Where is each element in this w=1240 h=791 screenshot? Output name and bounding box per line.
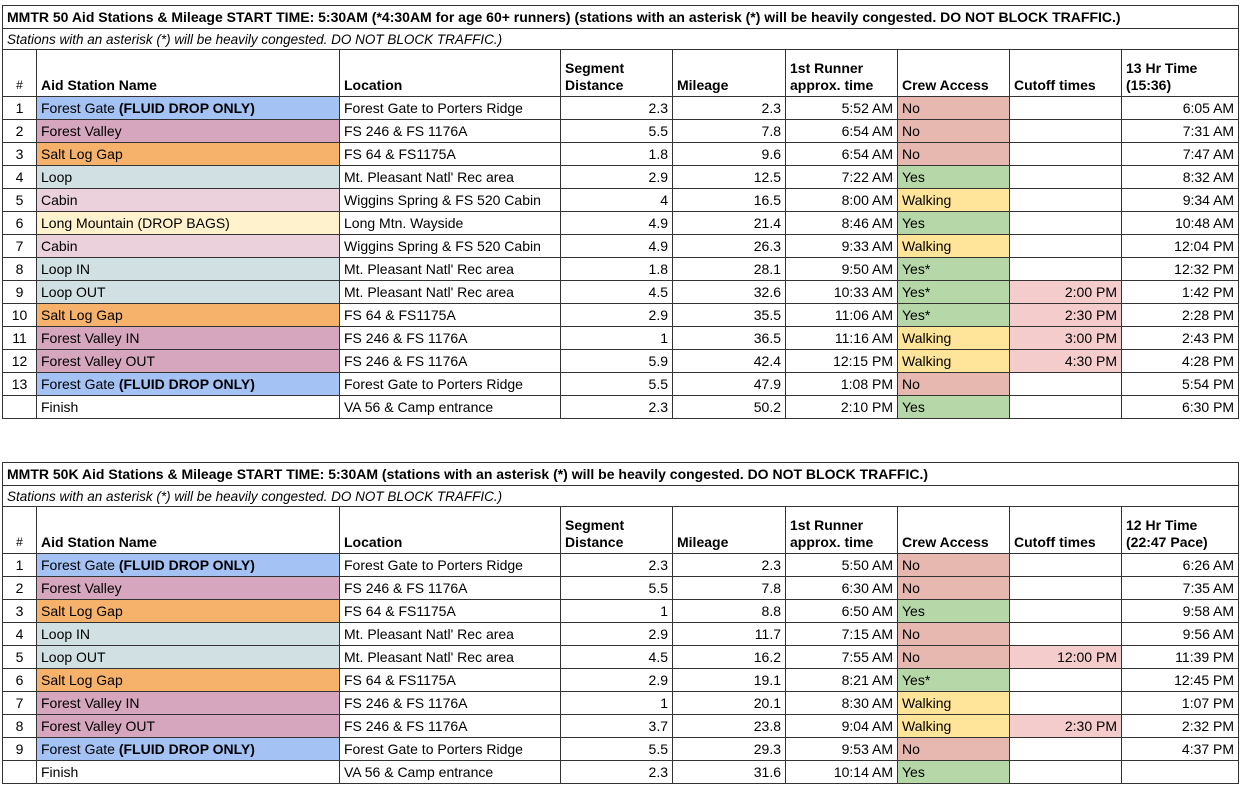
row-index: 12 bbox=[3, 350, 37, 373]
aid-station-name bbox=[37, 738, 340, 761]
aid-station-name-text: Forest Gate bbox=[41, 741, 119, 757]
crew-access: Yes* bbox=[898, 258, 1010, 281]
header-pace-time: 12 Hr Time (22:47 Pace) bbox=[1122, 507, 1239, 554]
first-runner-time: 11:16 AM bbox=[786, 327, 898, 350]
crew-access: No bbox=[898, 646, 1010, 669]
segment-distance: 4 bbox=[561, 189, 673, 212]
table-row bbox=[3, 373, 1239, 396]
aid-station-name bbox=[37, 327, 340, 350]
crew-access: Yes bbox=[898, 396, 1010, 419]
pace-time: 4:37 PM bbox=[1122, 738, 1239, 761]
cutoff-time bbox=[1010, 396, 1122, 419]
aid-station-name bbox=[37, 212, 340, 235]
segment-distance: 1 bbox=[561, 327, 673, 350]
location: FS 246 & FS 1176A bbox=[340, 577, 561, 600]
segment-distance: 2.3 bbox=[561, 554, 673, 577]
pace-time: 9:34 AM bbox=[1122, 189, 1239, 212]
table-subtitle: Stations with an asterisk (*) will be heavily congested. DO NOT BLOCK TRAFFIC.) bbox=[3, 29, 1239, 50]
header-aid-station-name: Aid Station Name bbox=[37, 507, 340, 554]
aid-station-name-note: (FLUID DROP ONLY) bbox=[118, 100, 255, 116]
row-index: 9 bbox=[3, 281, 37, 304]
first-runner-time: 9:33 AM bbox=[786, 235, 898, 258]
row-index: 3 bbox=[3, 143, 37, 166]
crew-access: Walking bbox=[898, 350, 1010, 373]
row-index: 13 bbox=[3, 373, 37, 396]
aid-station-name-text: Forest Valley bbox=[41, 123, 122, 139]
mileage: 42.4 bbox=[673, 350, 786, 373]
first-runner-time: 10:33 AM bbox=[786, 281, 898, 304]
aid-station-name bbox=[37, 761, 340, 784]
header-location: Location bbox=[340, 507, 561, 554]
aid-station-name bbox=[37, 669, 340, 692]
mileage: 32.6 bbox=[673, 281, 786, 304]
segment-distance: 4.9 bbox=[561, 212, 673, 235]
row-index: 1 bbox=[3, 554, 37, 577]
row-index: 7 bbox=[3, 692, 37, 715]
table-subtitle-row bbox=[3, 29, 1239, 50]
crew-access: No bbox=[898, 554, 1010, 577]
first-runner-time: 5:52 AM bbox=[786, 97, 898, 120]
first-runner-time: 8:30 AM bbox=[786, 692, 898, 715]
aid-station-name bbox=[37, 281, 340, 304]
row-index: 3 bbox=[3, 600, 37, 623]
pace-time: 2:28 PM bbox=[1122, 304, 1239, 327]
location: Wiggins Spring & FS 520 Cabin bbox=[340, 189, 561, 212]
first-runner-time: 6:50 AM bbox=[786, 600, 898, 623]
segment-distance: 5.5 bbox=[561, 738, 673, 761]
aid-station-name-text: Salt Log Gap bbox=[41, 146, 123, 162]
table-row bbox=[3, 97, 1239, 120]
pace-time: 12:04 PM bbox=[1122, 235, 1239, 258]
row-index bbox=[3, 396, 37, 419]
pace-time: 11:39 PM bbox=[1122, 646, 1239, 669]
aid-station-name bbox=[37, 646, 340, 669]
header-crew-access: Crew Access bbox=[898, 50, 1010, 97]
location: Forest Gate to Porters Ridge bbox=[340, 373, 561, 396]
row-index: 4 bbox=[3, 623, 37, 646]
segment-distance: 2.9 bbox=[561, 623, 673, 646]
crew-access: No bbox=[898, 143, 1010, 166]
location: Mt. Pleasant Natl' Rec area bbox=[340, 258, 561, 281]
mileage: 2.3 bbox=[673, 554, 786, 577]
location: Forest Gate to Porters Ridge bbox=[340, 554, 561, 577]
location: VA 56 & Camp entrance bbox=[340, 396, 561, 419]
table-row bbox=[3, 327, 1239, 350]
table-row bbox=[3, 623, 1239, 646]
segment-distance: 5.5 bbox=[561, 373, 673, 396]
segment-distance: 2.3 bbox=[561, 97, 673, 120]
aid-station-name-text: Loop IN bbox=[41, 626, 91, 642]
location: FS 246 & FS 1176A bbox=[340, 120, 561, 143]
row-index: 6 bbox=[3, 669, 37, 692]
cutoff-time bbox=[1010, 623, 1122, 646]
mileage: 29.3 bbox=[673, 738, 786, 761]
row-index: 5 bbox=[3, 646, 37, 669]
table-row bbox=[3, 669, 1239, 692]
crew-access: Yes* bbox=[898, 304, 1010, 327]
first-runner-time: 7:22 AM bbox=[786, 166, 898, 189]
mileage: 31.6 bbox=[673, 761, 786, 784]
crew-access: No bbox=[898, 623, 1010, 646]
segment-distance: 2.3 bbox=[561, 761, 673, 784]
first-runner-time: 7:15 AM bbox=[786, 623, 898, 646]
segment-distance: 2.9 bbox=[561, 669, 673, 692]
mileage: 16.5 bbox=[673, 189, 786, 212]
row-index: 8 bbox=[3, 715, 37, 738]
aid-station-name-text: Loop OUT bbox=[41, 284, 106, 300]
cutoff-time: 2:30 PM bbox=[1010, 715, 1122, 738]
crew-access: Walking bbox=[898, 235, 1010, 258]
aid-station-name bbox=[37, 120, 340, 143]
crew-access: No bbox=[898, 373, 1010, 396]
header-index: # bbox=[3, 507, 37, 554]
aid-station-name-text: Salt Log Gap bbox=[41, 307, 123, 323]
pace-time: 1:07 PM bbox=[1122, 692, 1239, 715]
table-header-row bbox=[3, 50, 1239, 97]
first-runner-time: 5:50 AM bbox=[786, 554, 898, 577]
aid-station-name-text: Forest Valley bbox=[41, 580, 122, 596]
mileage: 36.5 bbox=[673, 327, 786, 350]
mileage: 35.5 bbox=[673, 304, 786, 327]
aid-station-name bbox=[37, 258, 340, 281]
mileage: 47.9 bbox=[673, 373, 786, 396]
cutoff-time bbox=[1010, 761, 1122, 784]
first-runner-time: 9:53 AM bbox=[786, 738, 898, 761]
location: Wiggins Spring & FS 520 Cabin bbox=[340, 235, 561, 258]
first-runner-time: 12:15 PM bbox=[786, 350, 898, 373]
segment-distance: 1 bbox=[561, 692, 673, 715]
table-row bbox=[3, 143, 1239, 166]
aid-station-name bbox=[37, 396, 340, 419]
header-segment-distance: Segment Distance bbox=[561, 507, 673, 554]
mileage: 12.5 bbox=[673, 166, 786, 189]
cutoff-time bbox=[1010, 577, 1122, 600]
mileage: 50.2 bbox=[673, 396, 786, 419]
pace-time: 4:28 PM bbox=[1122, 350, 1239, 373]
location: Forest Gate to Porters Ridge bbox=[340, 738, 561, 761]
location: Long Mtn. Wayside bbox=[340, 212, 561, 235]
crew-access: No bbox=[898, 120, 1010, 143]
aid-station-table-50k bbox=[2, 462, 1239, 784]
table-row bbox=[3, 761, 1239, 784]
aid-station-name bbox=[37, 715, 340, 738]
segment-distance: 4.5 bbox=[561, 646, 673, 669]
row-index: 11 bbox=[3, 327, 37, 350]
first-runner-time: 11:06 AM bbox=[786, 304, 898, 327]
location: Mt. Pleasant Natl' Rec area bbox=[340, 646, 561, 669]
pace-time: 12:45 PM bbox=[1122, 669, 1239, 692]
pace-time: 7:31 AM bbox=[1122, 120, 1239, 143]
location: FS 64 & FS1175A bbox=[340, 304, 561, 327]
crew-access: Yes* bbox=[898, 669, 1010, 692]
row-index: 5 bbox=[3, 189, 37, 212]
table-row bbox=[3, 396, 1239, 419]
mileage: 8.8 bbox=[673, 600, 786, 623]
mileage: 9.6 bbox=[673, 143, 786, 166]
row-index: 6 bbox=[3, 212, 37, 235]
mileage: 19.1 bbox=[673, 669, 786, 692]
table-subtitle-row bbox=[3, 486, 1239, 507]
first-runner-time: 8:00 AM bbox=[786, 189, 898, 212]
cutoff-time bbox=[1010, 600, 1122, 623]
table-row bbox=[3, 166, 1239, 189]
table-title-row bbox=[3, 463, 1239, 486]
cutoff-time bbox=[1010, 554, 1122, 577]
segment-distance: 4.9 bbox=[561, 235, 673, 258]
aid-station-name bbox=[37, 373, 340, 396]
table-row bbox=[3, 281, 1239, 304]
aid-station-name-text: Forest Gate bbox=[41, 557, 119, 573]
table-row bbox=[3, 235, 1239, 258]
table-row bbox=[3, 120, 1239, 143]
pace-time: 7:47 AM bbox=[1122, 143, 1239, 166]
crew-access: Walking bbox=[898, 715, 1010, 738]
segment-distance: 1.8 bbox=[561, 258, 673, 281]
aid-station-name-note: (FLUID DROP ONLY) bbox=[118, 376, 255, 392]
pace-time: 9:56 AM bbox=[1122, 623, 1239, 646]
pace-time: 1:42 PM bbox=[1122, 281, 1239, 304]
aid-station-name-text: Loop IN bbox=[41, 261, 91, 277]
pace-time: 12:32 PM bbox=[1122, 258, 1239, 281]
mileage: 23.8 bbox=[673, 715, 786, 738]
aid-station-name-text: Forest Valley OUT bbox=[41, 718, 156, 734]
pace-time: 6:05 AM bbox=[1122, 97, 1239, 120]
crew-access: Walking bbox=[898, 189, 1010, 212]
segment-distance: 5.5 bbox=[561, 577, 673, 600]
cutoff-time bbox=[1010, 97, 1122, 120]
header-cutoff-times: Cutoff times bbox=[1010, 507, 1122, 554]
location: FS 246 & FS 1176A bbox=[340, 327, 561, 350]
crew-access: No bbox=[898, 577, 1010, 600]
cutoff-time bbox=[1010, 738, 1122, 761]
crew-access: Yes bbox=[898, 166, 1010, 189]
aid-station-name bbox=[37, 623, 340, 646]
aid-station-name-text: Forest Gate bbox=[41, 100, 119, 116]
aid-station-name-text: Finish bbox=[41, 399, 79, 415]
header-first-runner-time: 1st Runner approx. time bbox=[786, 50, 898, 97]
header-first-runner-time: 1st Runner approx. time bbox=[786, 507, 898, 554]
aid-station-name-text: Finish bbox=[41, 764, 79, 780]
row-index bbox=[3, 761, 37, 784]
crew-access: Yes bbox=[898, 600, 1010, 623]
aid-station-name-text: Salt Log Gap bbox=[41, 603, 123, 619]
cutoff-time bbox=[1010, 143, 1122, 166]
location: VA 56 & Camp entrance bbox=[340, 761, 561, 784]
aid-station-name bbox=[37, 554, 340, 577]
first-runner-time: 9:04 AM bbox=[786, 715, 898, 738]
pace-time: 2:43 PM bbox=[1122, 327, 1239, 350]
segment-distance: 3.7 bbox=[561, 715, 673, 738]
pace-time: 10:48 AM bbox=[1122, 212, 1239, 235]
pace-time: 9:58 AM bbox=[1122, 600, 1239, 623]
table-row bbox=[3, 738, 1239, 761]
cutoff-time: 4:30 PM bbox=[1010, 350, 1122, 373]
row-index: 4 bbox=[3, 166, 37, 189]
header-cutoff-times: Cutoff times bbox=[1010, 50, 1122, 97]
table-row bbox=[3, 304, 1239, 327]
segment-distance: 5.9 bbox=[561, 350, 673, 373]
cutoff-time bbox=[1010, 189, 1122, 212]
table-row bbox=[3, 600, 1239, 623]
aid-station-name-text: Cabin bbox=[41, 238, 78, 254]
mileage: 7.8 bbox=[673, 577, 786, 600]
mileage: 16.2 bbox=[673, 646, 786, 669]
mileage: 2.3 bbox=[673, 97, 786, 120]
table-row bbox=[3, 577, 1239, 600]
segment-distance: 1 bbox=[561, 600, 673, 623]
cutoff-time bbox=[1010, 258, 1122, 281]
aid-station-name bbox=[37, 600, 340, 623]
cutoff-time bbox=[1010, 212, 1122, 235]
mileage: 21.4 bbox=[673, 212, 786, 235]
header-crew-access: Crew Access bbox=[898, 507, 1010, 554]
cutoff-time bbox=[1010, 235, 1122, 258]
pace-time bbox=[1122, 761, 1239, 784]
first-runner-time: 1:08 PM bbox=[786, 373, 898, 396]
header-location: Location bbox=[340, 50, 561, 97]
segment-distance: 2.3 bbox=[561, 396, 673, 419]
row-index: 9 bbox=[3, 738, 37, 761]
location: FS 64 & FS1175A bbox=[340, 143, 561, 166]
location: FS 64 & FS1175A bbox=[340, 600, 561, 623]
aid-station-name-text: Forest Valley IN bbox=[41, 695, 140, 711]
cutoff-time: 3:00 PM bbox=[1010, 327, 1122, 350]
table-row bbox=[3, 258, 1239, 281]
table-row bbox=[3, 715, 1239, 738]
first-runner-time: 2:10 PM bbox=[786, 396, 898, 419]
mileage: 26.3 bbox=[673, 235, 786, 258]
aid-station-name bbox=[37, 189, 340, 212]
aid-station-name bbox=[37, 235, 340, 258]
header-pace-time: 13 Hr Time (15:36) bbox=[1122, 50, 1239, 97]
aid-station-name-note: (FLUID DROP ONLY) bbox=[118, 557, 255, 573]
location: Mt. Pleasant Natl' Rec area bbox=[340, 623, 561, 646]
pace-time: 7:35 AM bbox=[1122, 577, 1239, 600]
aid-station-name-text: Loop OUT bbox=[41, 649, 106, 665]
first-runner-time: 6:30 AM bbox=[786, 577, 898, 600]
aid-station-name bbox=[37, 166, 340, 189]
crew-access: Walking bbox=[898, 692, 1010, 715]
table-title: MMTR 50K Aid Stations & Mileage START TIME: 5:30AM (stations with an asterisk (*) will be heavily congested. DO NOT BLOCK TRAFFIC.) bbox=[3, 463, 1239, 486]
aid-station-name-text: Forest Gate bbox=[41, 376, 119, 392]
location: FS 64 & FS1175A bbox=[340, 669, 561, 692]
table-row bbox=[3, 189, 1239, 212]
first-runner-time: 8:21 AM bbox=[786, 669, 898, 692]
crew-access: No bbox=[898, 738, 1010, 761]
header-index: # bbox=[3, 50, 37, 97]
aid-station-name-text: Salt Log Gap bbox=[41, 672, 123, 688]
segment-distance: 4.5 bbox=[561, 281, 673, 304]
table-header-row bbox=[3, 507, 1239, 554]
table-row bbox=[3, 692, 1239, 715]
table-row bbox=[3, 350, 1239, 373]
table-row bbox=[3, 646, 1239, 669]
row-index: 2 bbox=[3, 120, 37, 143]
segment-distance: 2.9 bbox=[561, 166, 673, 189]
row-index: 1 bbox=[3, 97, 37, 120]
pace-time: 8:32 AM bbox=[1122, 166, 1239, 189]
location: FS 246 & FS 1176A bbox=[340, 715, 561, 738]
header-mileage: Mileage bbox=[673, 50, 786, 97]
aid-station-name-text: Cabin bbox=[41, 192, 78, 208]
first-runner-time: 10:14 AM bbox=[786, 761, 898, 784]
crew-access: No bbox=[898, 97, 1010, 120]
pace-time: 2:32 PM bbox=[1122, 715, 1239, 738]
cutoff-time bbox=[1010, 120, 1122, 143]
first-runner-time: 7:55 AM bbox=[786, 646, 898, 669]
segment-distance: 2.9 bbox=[561, 304, 673, 327]
segment-distance: 1.8 bbox=[561, 143, 673, 166]
aid-station-name bbox=[37, 304, 340, 327]
mileage: 28.1 bbox=[673, 258, 786, 281]
aid-station-name-text: Forest Valley OUT bbox=[41, 353, 156, 369]
row-index: 7 bbox=[3, 235, 37, 258]
row-index: 8 bbox=[3, 258, 37, 281]
crew-access: Yes* bbox=[898, 281, 1010, 304]
header-aid-station-name: Aid Station Name bbox=[37, 50, 340, 97]
header-mileage: Mileage bbox=[673, 507, 786, 554]
location: Mt. Pleasant Natl' Rec area bbox=[340, 166, 561, 189]
cutoff-time: 12:00 PM bbox=[1010, 646, 1122, 669]
table-subtitle: Stations with an asterisk (*) will be heavily congested. DO NOT BLOCK TRAFFIC.) bbox=[3, 486, 1239, 507]
pace-time: 6:30 PM bbox=[1122, 396, 1239, 419]
table-title: MMTR 50 Aid Stations & Mileage START TIME: 5:30AM (*4:30AM for age 60+ runners) (stations with an asterisk (*) will be heavily congested. DO NOT BLOCK TRAFFIC.) bbox=[3, 6, 1239, 29]
first-runner-time: 8:46 AM bbox=[786, 212, 898, 235]
aid-station-name-text: Forest Valley IN bbox=[41, 330, 140, 346]
header-segment-distance: Segment Distance bbox=[561, 50, 673, 97]
row-index: 2 bbox=[3, 577, 37, 600]
aid-station-name bbox=[37, 692, 340, 715]
first-runner-time: 6:54 AM bbox=[786, 120, 898, 143]
cutoff-time bbox=[1010, 669, 1122, 692]
cutoff-time: 2:30 PM bbox=[1010, 304, 1122, 327]
aid-station-name bbox=[37, 350, 340, 373]
cutoff-time bbox=[1010, 373, 1122, 396]
crew-access: Yes bbox=[898, 761, 1010, 784]
aid-station-name-text: Long Mountain (DROP BAGS) bbox=[41, 215, 230, 231]
row-index: 10 bbox=[3, 304, 37, 327]
location: FS 246 & FS 1176A bbox=[340, 350, 561, 373]
mileage: 20.1 bbox=[673, 692, 786, 715]
table-title-row bbox=[3, 6, 1239, 29]
location: Forest Gate to Porters Ridge bbox=[340, 97, 561, 120]
location: Mt. Pleasant Natl' Rec area bbox=[340, 281, 561, 304]
cutoff-time bbox=[1010, 692, 1122, 715]
aid-station-name bbox=[37, 97, 340, 120]
cutoff-time bbox=[1010, 166, 1122, 189]
mileage: 11.7 bbox=[673, 623, 786, 646]
aid-station-name bbox=[37, 143, 340, 166]
mileage: 7.8 bbox=[673, 120, 786, 143]
pace-time: 5:54 PM bbox=[1122, 373, 1239, 396]
aid-station-table-50-mile bbox=[2, 5, 1239, 419]
table-row bbox=[3, 212, 1239, 235]
cutoff-time: 2:00 PM bbox=[1010, 281, 1122, 304]
pace-time: 6:26 AM bbox=[1122, 554, 1239, 577]
crew-access: Yes bbox=[898, 212, 1010, 235]
table-row bbox=[3, 554, 1239, 577]
aid-station-name-text: Loop bbox=[41, 169, 73, 185]
aid-station-name bbox=[37, 577, 340, 600]
segment-distance: 5.5 bbox=[561, 120, 673, 143]
aid-station-name-note: (FLUID DROP ONLY) bbox=[118, 741, 255, 757]
location: FS 246 & FS 1176A bbox=[340, 692, 561, 715]
crew-access: Walking bbox=[898, 327, 1010, 350]
first-runner-time: 9:50 AM bbox=[786, 258, 898, 281]
first-runner-time: 6:54 AM bbox=[786, 143, 898, 166]
